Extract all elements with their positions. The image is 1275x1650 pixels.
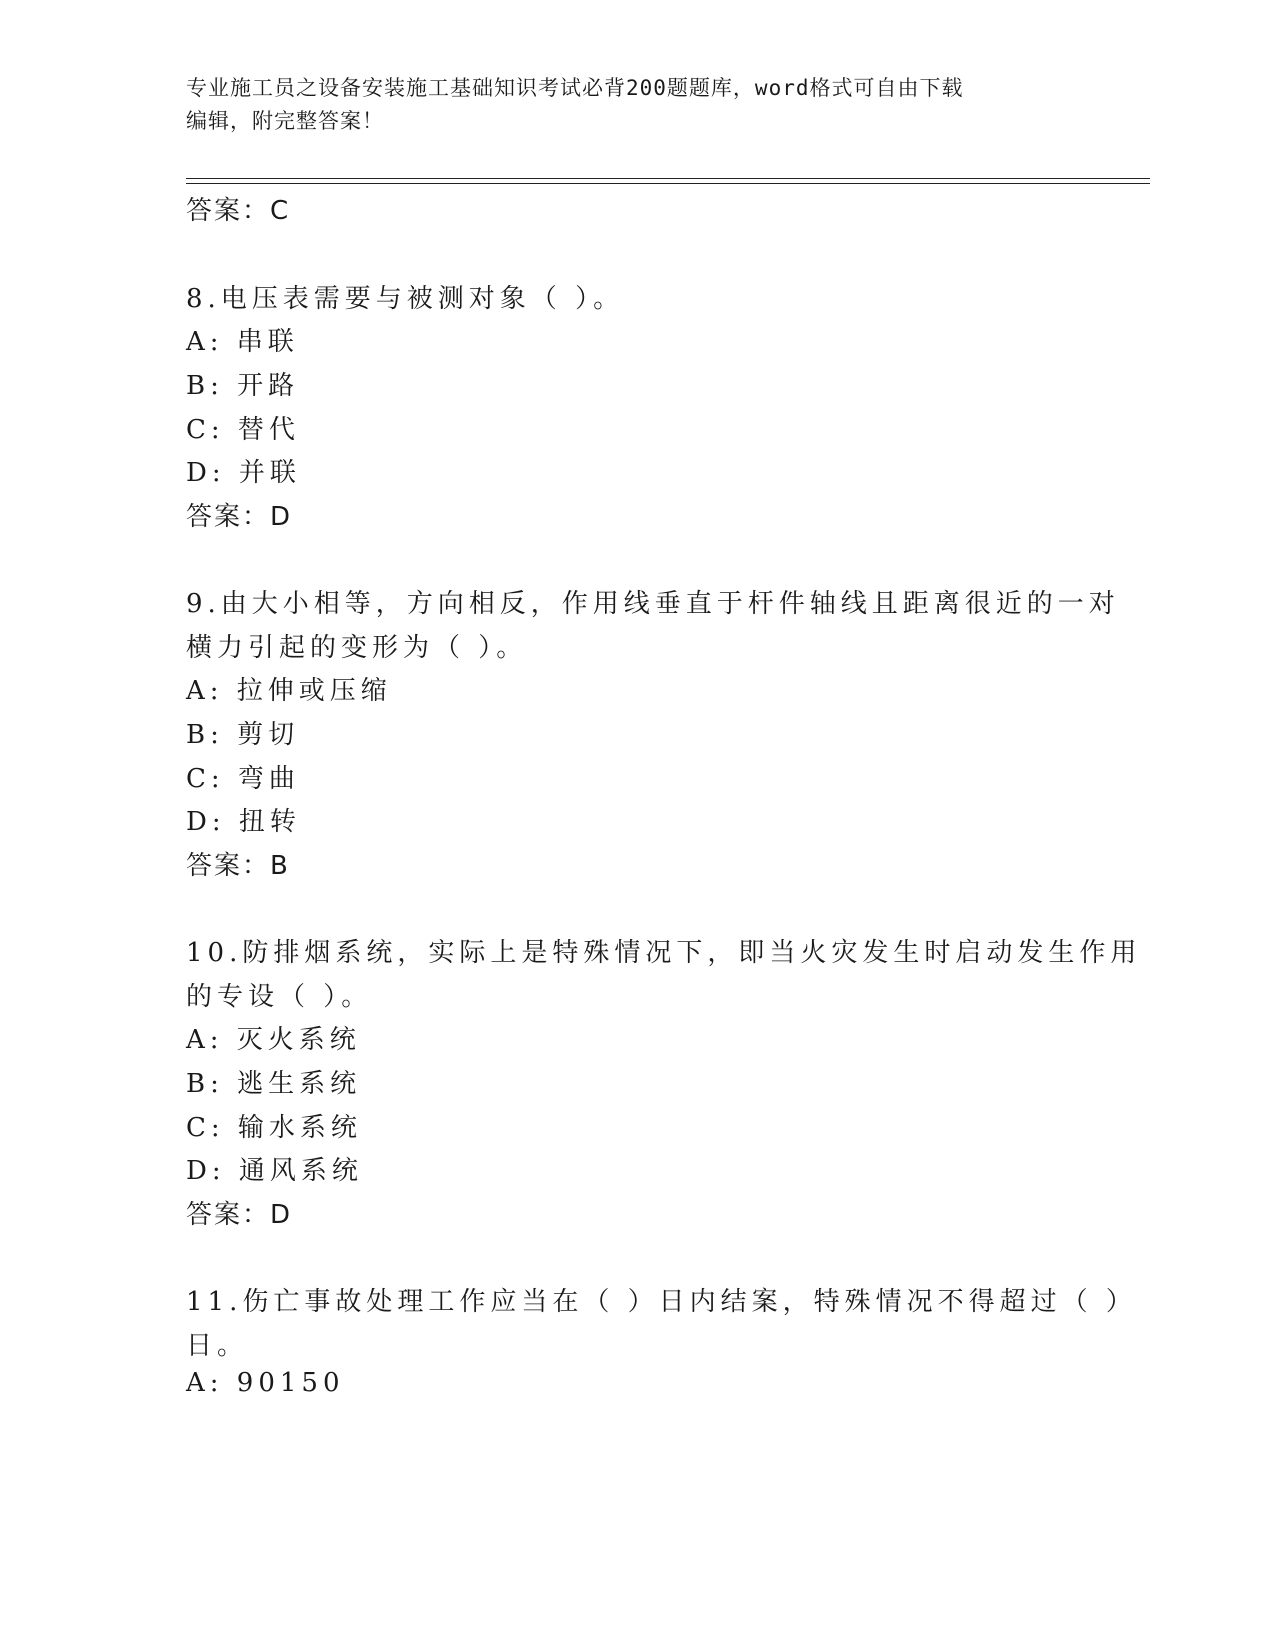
question-8-option-c: C: 替代 bbox=[186, 415, 300, 445]
question-10-stem-line-2: 的专设（ ）。 bbox=[186, 982, 373, 1012]
question-8-option-a: A: 串联 bbox=[186, 327, 299, 357]
question-10-stem-line-1: 10.防排烟系统，实际上是特殊情况下，即当火灾发生时启动发生作用 bbox=[186, 938, 1142, 968]
previous-answer: 答案：C bbox=[186, 196, 291, 226]
question-11-option-a: A: 90150 bbox=[186, 1368, 345, 1398]
header-divider-bottom bbox=[186, 183, 1150, 184]
question-9-option-d: D: 扭转 bbox=[186, 807, 301, 837]
question-8-option-b: B: 开路 bbox=[186, 371, 300, 401]
header-divider-top bbox=[186, 178, 1150, 179]
question-10-option-d: D: 通风系统 bbox=[186, 1156, 363, 1186]
question-9-option-b: B: 剪切 bbox=[186, 720, 300, 750]
question-9-stem-line-2: 横力引起的变形为（ ）。 bbox=[186, 633, 528, 663]
question-9-stem-line-1: 9.由大小相等，方向相反，作用线垂直于杆件轴线且距离很近的一对 bbox=[186, 589, 1120, 619]
question-11-stem-line-1: 11.伤亡事故处理工作应当在（ ）日内结案，特殊情况不得超过（ ） bbox=[186, 1287, 1137, 1317]
question-10-option-b: B: 逃生系统 bbox=[186, 1069, 362, 1099]
question-8-stem: 8.电压表需要与被测对象（ ）。 bbox=[186, 284, 625, 314]
question-10-answer: 答案：D bbox=[186, 1200, 293, 1230]
header-line-2: 编辑，附完整答案！ bbox=[186, 109, 384, 133]
document-header bbox=[186, 72, 1086, 138]
question-11-stem-line-2: 日。 bbox=[186, 1331, 249, 1361]
question-9-answer: 答案：B bbox=[186, 851, 290, 881]
question-10-option-c: C: 输水系统 bbox=[186, 1113, 362, 1143]
question-8-option-d: D: 并联 bbox=[186, 458, 301, 488]
question-9-option-c: C: 弯曲 bbox=[186, 764, 300, 794]
question-10-option-a: A: 灭火系统 bbox=[186, 1025, 361, 1055]
question-8-answer: 答案：D bbox=[186, 502, 293, 532]
question-9-option-a: A: 拉伸或压缩 bbox=[186, 676, 392, 706]
header-line-1: 专业施工员之设备安装施工基础知识考试必背200题题库，word格式可自由下载 bbox=[186, 76, 964, 100]
